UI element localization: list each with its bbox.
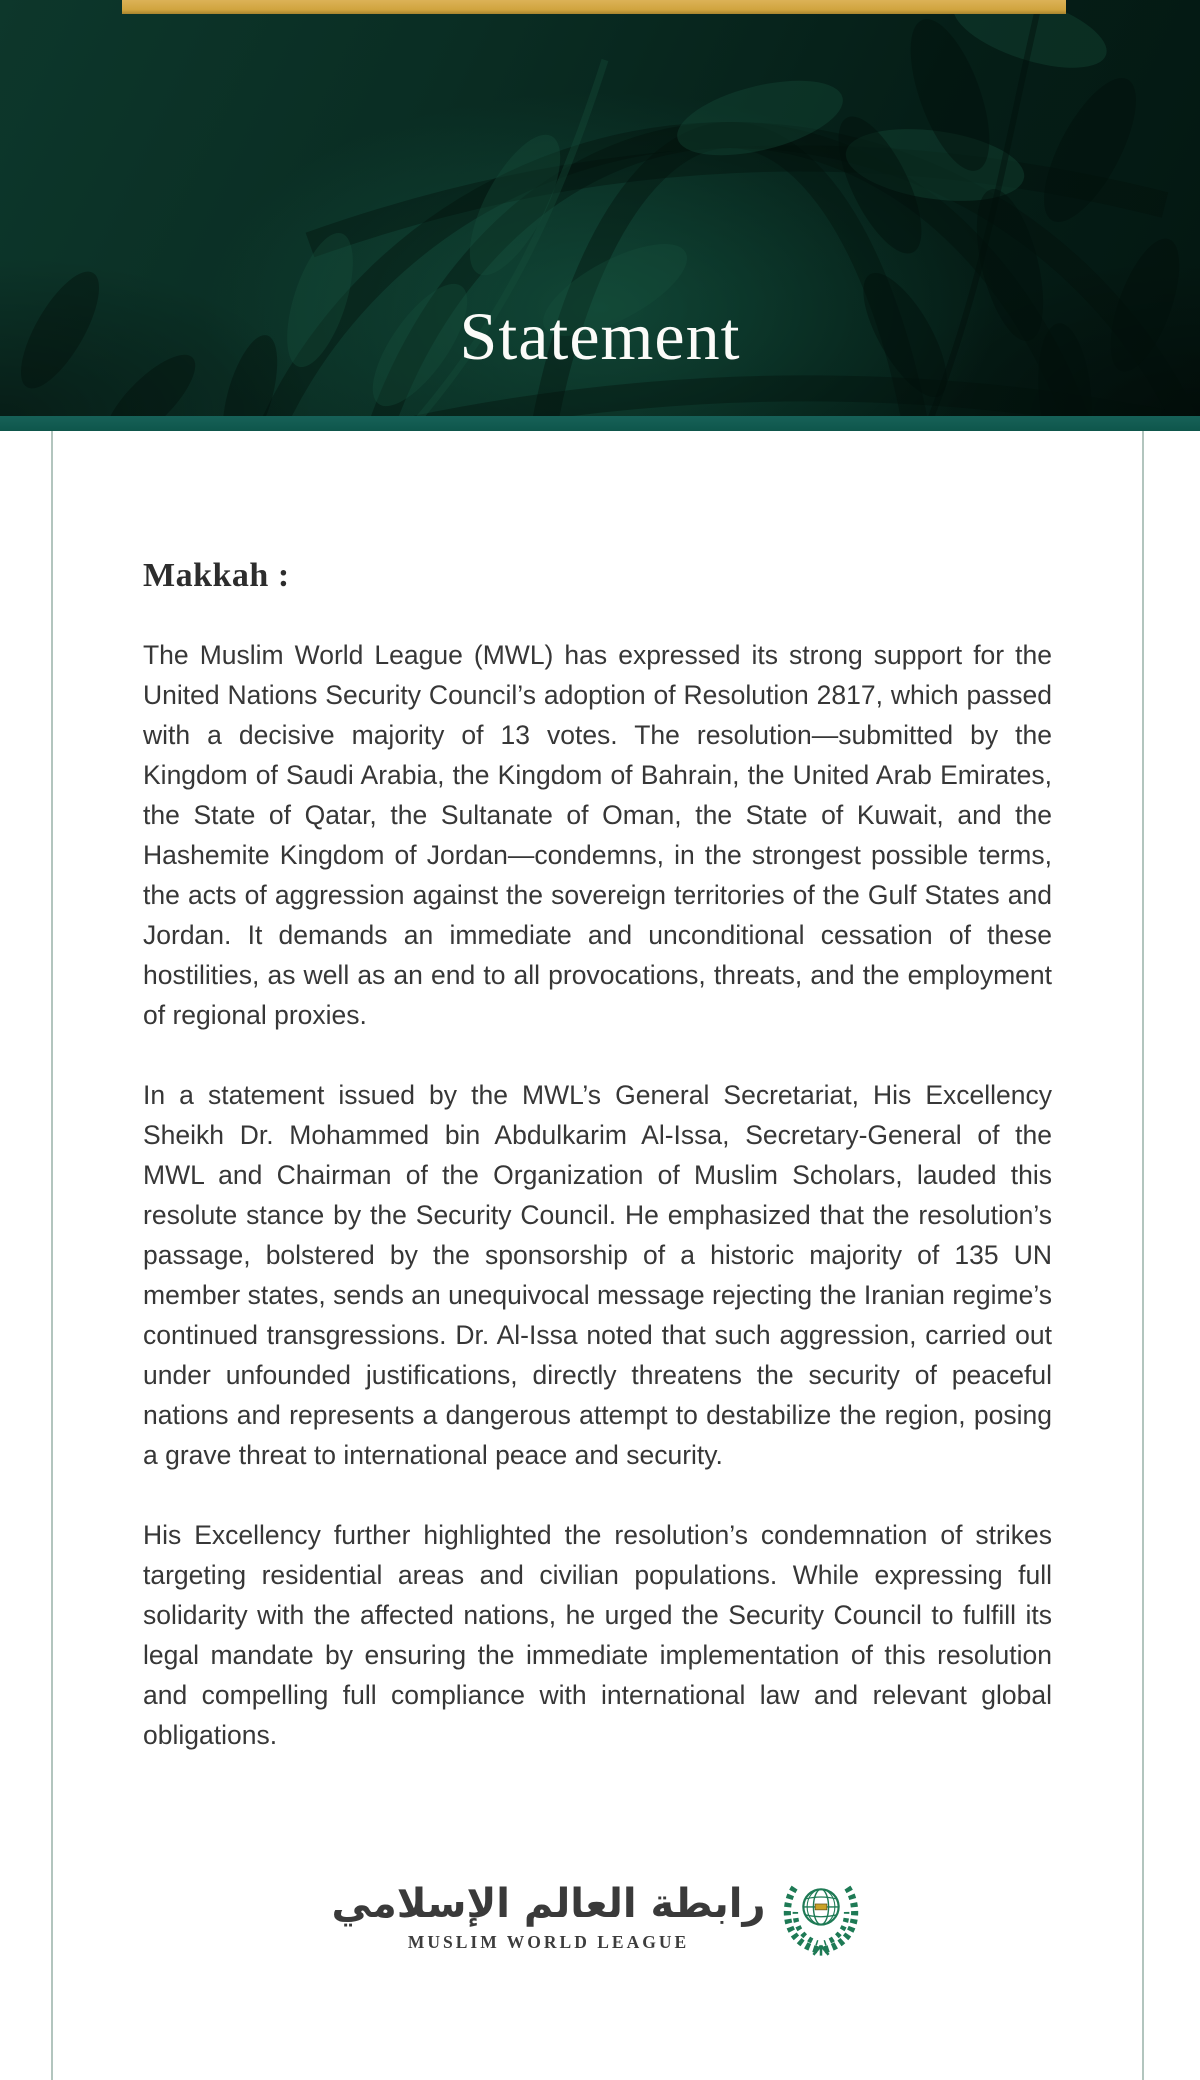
page-title: Statement xyxy=(459,298,741,374)
mwl-emblem-icon xyxy=(779,1873,863,1961)
teal-divider xyxy=(0,416,1200,431)
statement-paragraph-1: The Muslim World League (MWL) has expressed its strong support for the United Nations Security Council’s adoption of Resolution 2817, which passed with a decisive majority of 13 votes. The resolution—submitted by the Kingdom of Saudi Arabia, the Kingdom of Bahrain, the United Arab Emirates, the State of Qatar, the Sultanate of Oman, the State of Kuwait, and the Hashemite Kingdom of Jordan—condemns, in the strongest possible terms, the acts of aggression against the sovereign territories of the Gulf States and Jordan. It demands an immediate and unconditional cessation of these hostilities, as well as an end to all provocations, threats, and the employment of regional proxies. xyxy=(143,640,1052,1030)
location-heading: Makkah : xyxy=(143,557,290,594)
statement-paragraph-3: His Excellency further highlighted the resolution’s condemnation of strikes targeting residential areas and civilian populations. While expressing full solidarity with the affected nations, he urged the Security Council to fulfill its legal mandate by ensuring the immediate implementation of this resolution and compelling full compliance with international law and relevant global obligations. xyxy=(143,1520,1052,1750)
mwl-logo-text xyxy=(332,1881,766,1953)
header-banner xyxy=(0,0,1200,416)
statement-card xyxy=(51,431,1144,2080)
emblem-gold-band xyxy=(816,1904,828,1910)
mwl-logo-wordmark: MUSLIM WORLD LEAGUE xyxy=(407,1932,690,1952)
statement-paragraph-2: In a statement issued by the MWL’s General Secretariat, His Excellency Sheikh Dr. Mohammed bin Abdulkarim Al-Issa, Secretary-General of the MWL and Chairman of the Organization of Muslim Scholars, lauded this resolute stance by the Security Council. He emphasized that the resolution’s passage, bolstered by the sponsorship of a historic majority of 135 UN member states, sends an unequivocal message rejecting the Iranian regime’s continued transgressions. Dr. Al-Issa noted that such aggression, carried out under unfounded justifications, directly threatens the security of peaceful nations and represents a dangerous attempt to destabilize the region, posing a grave threat to international peace and security. xyxy=(143,1080,1052,1470)
mwl-logo xyxy=(143,1873,1052,1961)
gold-accent-bar xyxy=(122,0,1066,14)
mwl-logo-arabic-calligraphy: رابطة العالم الإسلامي xyxy=(331,1881,766,1927)
